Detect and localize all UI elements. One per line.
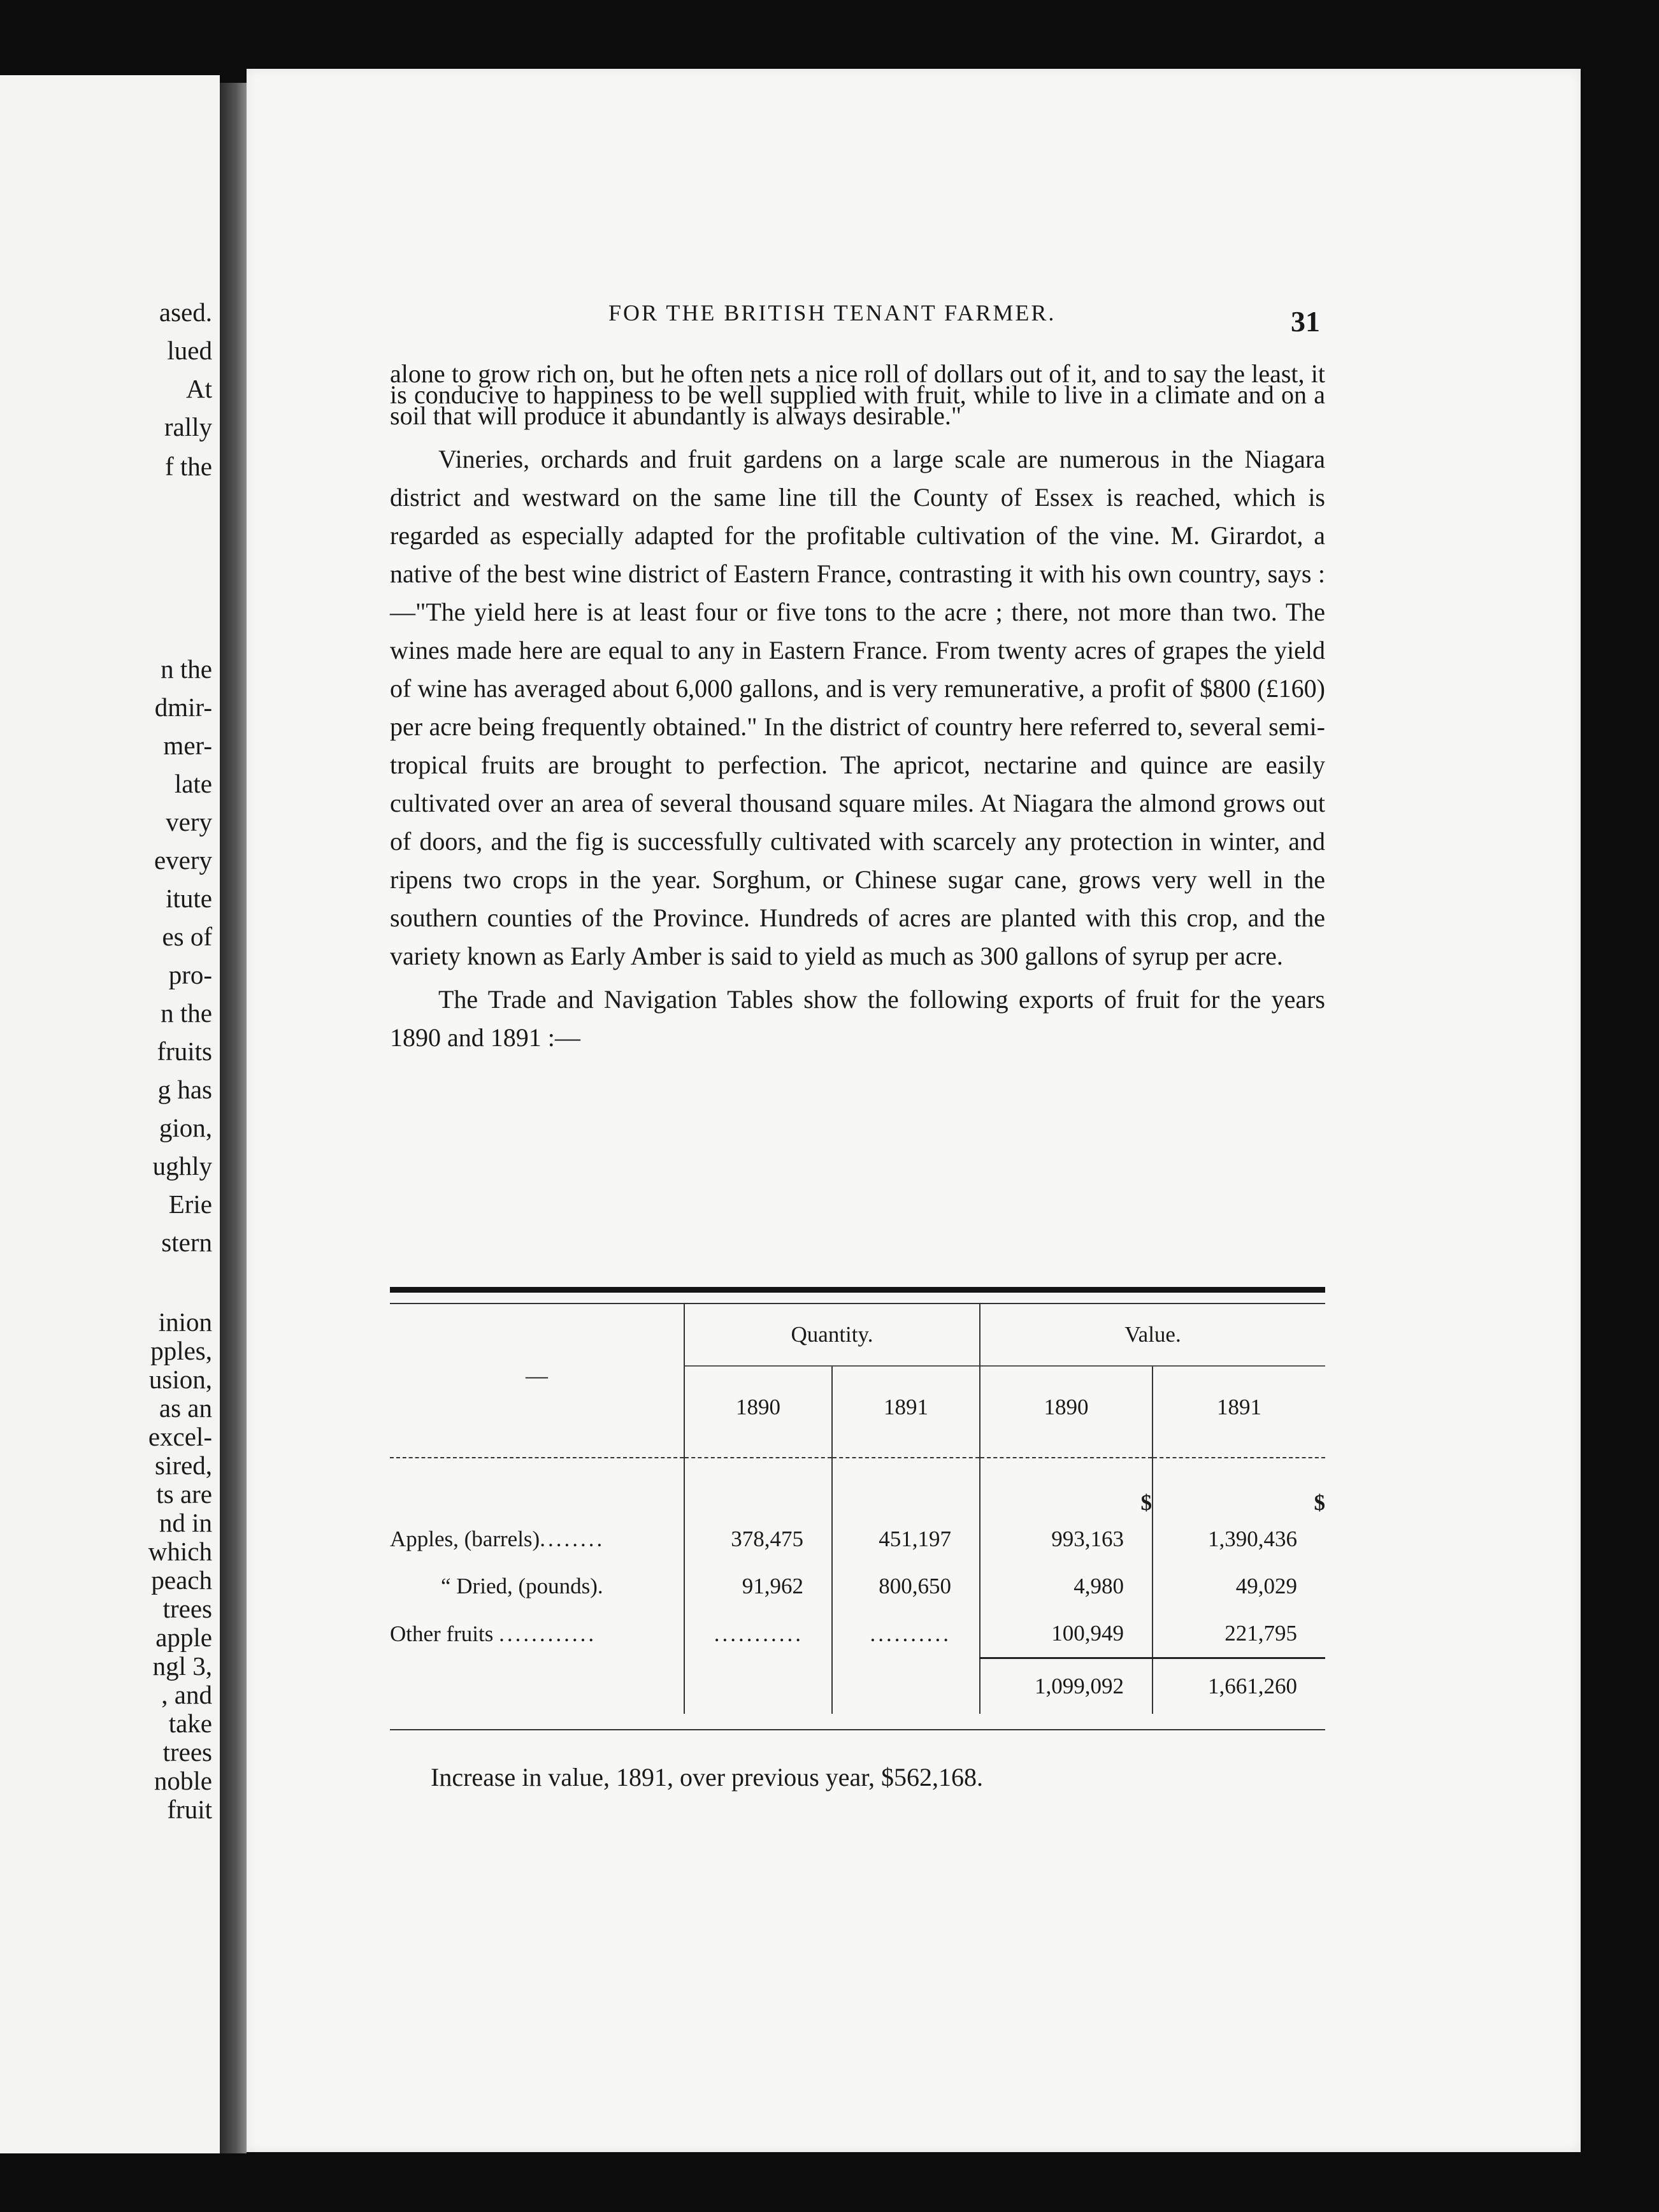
left-page-fragment: gion, xyxy=(159,1113,212,1142)
dot-leader: ............ xyxy=(499,1621,597,1646)
cell-value-1891: 221,795 xyxy=(1153,1610,1325,1658)
left-page-fragment: noble xyxy=(154,1766,212,1795)
cell-quantity-1891: 451,197 xyxy=(832,1516,980,1563)
left-page-fragment: dmir- xyxy=(154,693,212,722)
left-page-fragment: ased. xyxy=(159,298,212,327)
left-page-fragment: fruit xyxy=(167,1795,212,1824)
cell-value-1890: 100,949 xyxy=(980,1610,1153,1658)
left-page-fragment: es of xyxy=(162,922,212,951)
row-label: Apples, (barrels) xyxy=(390,1526,540,1551)
left-page-fragment: every xyxy=(154,845,212,875)
left-page-fragment: ngl 3, xyxy=(152,1651,212,1681)
left-page-fragment: n the xyxy=(161,998,212,1028)
table-row xyxy=(390,1516,1325,1563)
total-value-1891: 1,661,260 xyxy=(1153,1658,1325,1714)
left-page-fragment: n the xyxy=(161,654,212,684)
paragraph-3: The Trade and Navigation Tables show the following exports of fruit for the years 1890 and 1891 :— xyxy=(390,985,1325,1052)
left-page-fragment: as an xyxy=(159,1393,212,1423)
totals-row xyxy=(390,1658,1325,1714)
stub-header: — xyxy=(526,1363,548,1388)
left-page-fragment: take xyxy=(168,1709,212,1738)
currency-row xyxy=(390,1458,1325,1516)
left-page-fragment: fruits xyxy=(157,1037,212,1066)
body-text xyxy=(390,359,1325,1057)
left-page-fragment: which xyxy=(148,1537,212,1566)
page-number: 31 xyxy=(1291,305,1320,338)
left-page-fragment: trees xyxy=(162,1594,212,1623)
left-page-fragment: At xyxy=(186,374,212,403)
currency-symbol: $ xyxy=(980,1458,1153,1516)
currency-symbol: $ xyxy=(1153,1458,1325,1516)
left-page-fragment: rally xyxy=(164,412,212,442)
left-page-fragment: mer- xyxy=(163,731,212,760)
table-row xyxy=(390,1563,1325,1610)
table-bottom-rule xyxy=(390,1729,1325,1730)
fruit-exports-table xyxy=(390,1287,1325,1730)
cell-value-1891: 1,390,436 xyxy=(1153,1516,1325,1563)
cell-value-1890: 993,163 xyxy=(980,1516,1153,1563)
left-page-fragment: pro- xyxy=(168,960,212,989)
left-page-fragment: late xyxy=(174,769,212,798)
left-page-fragment: excel- xyxy=(148,1422,212,1451)
left-page-fragment: itute xyxy=(166,884,212,913)
year-header: 1891 xyxy=(1153,1366,1325,1448)
left-page-fragment: usion, xyxy=(148,1365,212,1394)
year-header: 1890 xyxy=(684,1366,832,1448)
year-header: 1890 xyxy=(980,1366,1153,1448)
running-header: FOR THE BRITISH TENANT FARMER. xyxy=(608,300,1056,326)
page-gutter xyxy=(220,83,247,2153)
table-top-rule xyxy=(390,1287,1325,1293)
left-page-fragment: apple xyxy=(155,1623,212,1652)
left-page-fragment: very xyxy=(166,807,212,837)
header-divider xyxy=(390,1448,1325,1458)
left-page-fragment: peach xyxy=(151,1565,212,1595)
year-header: 1891 xyxy=(832,1366,980,1448)
left-page-fragment: stern xyxy=(161,1228,212,1257)
left-page-fragment: nd in xyxy=(159,1508,212,1537)
total-value-1890: 1,099,092 xyxy=(980,1658,1153,1714)
paragraph-1: alone to grow rich on, but he often nets a nice roll of dollars out of it, and to say the least, it is conducive to happiness to be well supplied with fruit, while to live in a climate and on a soil that will produce it abundantly is always desirable." xyxy=(390,359,1325,430)
left-page-fragment: pples, xyxy=(150,1336,212,1365)
group-header-value: Value. xyxy=(980,1304,1325,1366)
row-label: “ Dried, (pounds). xyxy=(441,1574,603,1598)
paragraph-2: Vineries, orchards and fruit gardens on a large scale are numerous in the Niagara district and westward on the same line till the County of Essex is reached, which is regarded as especially adapted for the profitable cultivation of the vine. M. Girardot, a native of the best wine district of Eastern France, contrasting it with his own country, says :—"The yield here is at least four or five tons to the acre ; there, not more than two. The wines made here are equal to any in Eastern France. From twenty acres of grapes the yield of wine has averaged about 6,000 gallons, and is very remunerative, a profit of $800 (£160) per acre being frequently obtained." In the district of country here referred to, several semi-tropical fruits are brought to perfection. The apricot, nectarine and quince are easily cultivated over an area of several thousand square miles. At Niagara the almond grows out of doors, and the fig is successfully cultivated with scarcely any protection in winter, and ripens two crops in the year. Sorghum, or Chinese sugar cane, grows very well in the southern counties of the Province. Hundreds of acres are planted with this crop, and the variety known as Early Amber is said to yield as much as 300 gallons of syrup per acre. xyxy=(390,445,1325,970)
cell-quantity-1890: 378,475 xyxy=(684,1516,832,1563)
cell-quantity-1890: 91,962 xyxy=(684,1563,832,1610)
cell-value-1891: 49,029 xyxy=(1153,1563,1325,1610)
left-page-fragment: inion xyxy=(158,1307,212,1337)
cell-quantity-1891: 800,650 xyxy=(832,1563,980,1610)
left-page-fragment: trees xyxy=(162,1737,212,1767)
dot-leader: ........ xyxy=(540,1526,605,1551)
table-row xyxy=(390,1610,1325,1658)
group-header-quantity: Quantity. xyxy=(684,1304,980,1366)
increase-note: Increase in value, 1891, over previous year, $562,168. xyxy=(431,1763,984,1792)
left-page-fragment: sired, xyxy=(155,1451,212,1480)
left-facing-page xyxy=(0,75,220,2153)
left-page-fragment: Erie xyxy=(168,1189,212,1219)
left-page-fragment: ughly xyxy=(152,1151,212,1181)
cell-value-1890: 4,980 xyxy=(980,1563,1153,1610)
left-page-fragment: lued xyxy=(167,336,212,365)
left-page-fragment: ts are xyxy=(156,1479,212,1509)
cell-quantity-1891: .......... xyxy=(832,1610,980,1658)
left-page-fragment: , and xyxy=(161,1680,212,1709)
left-page-fragment: g has xyxy=(157,1075,212,1104)
row-label: Other fruits xyxy=(390,1621,494,1646)
cell-quantity-1890: ........... xyxy=(684,1610,832,1658)
left-page-fragment: f the xyxy=(165,452,212,481)
